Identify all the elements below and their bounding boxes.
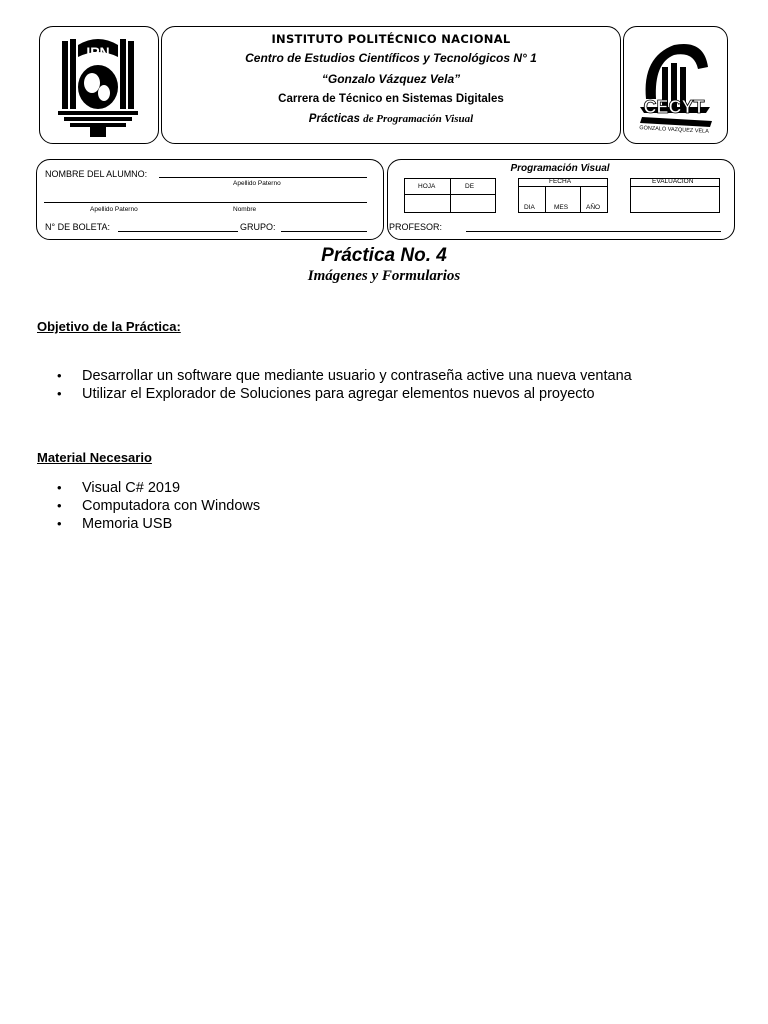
ipn-logo-letters: IPN	[86, 44, 110, 60]
profesor-label: PROFESOR:	[389, 222, 443, 232]
cecyt-logo-caption: GONZALO VAZQUEZ VELA	[639, 125, 709, 135]
apellido-paterno-caption-1: Apellido Paterno	[233, 180, 281, 187]
practice-subtitle: Imágenes y Formularios	[307, 268, 461, 284]
practice-number: Práctica No. 4	[321, 245, 447, 266]
objective-list	[55, 367, 632, 403]
boleta-line[interactable]	[118, 221, 238, 232]
grupo-label: GRUPO:	[240, 222, 276, 232]
cecyt-logo-letters: CECYT	[643, 97, 705, 117]
institution-name: INSTITUTO POLITÉCNICO NACIONAL	[271, 32, 511, 46]
student-name-line[interactable]	[159, 168, 367, 178]
list-item: • Visual C# 2019	[55, 479, 260, 497]
cecyt-logo	[624, 27, 726, 142]
practices-subject-text: de Programación Visual	[363, 113, 474, 125]
hoja-divider	[450, 178, 451, 213]
mes-label: MES	[554, 204, 569, 211]
nombre-caption: Nombre	[233, 206, 257, 213]
de-label: DE	[465, 183, 475, 190]
list-item: • Computadora con Windows	[55, 497, 260, 515]
practices-subject	[162, 113, 620, 125]
fecha-div-1	[545, 186, 546, 213]
student-name-line-2[interactable]	[44, 193, 367, 203]
school-center: Centro de Estudios Científicos y Tecnológicos N° 1	[245, 51, 537, 65]
fecha-hline	[518, 186, 608, 187]
left-logo-frame	[39, 26, 159, 144]
practices-word: Prácticas	[308, 113, 360, 125]
ano-label: AÑO	[586, 204, 601, 211]
fecha-label: FECHA	[549, 178, 572, 185]
evaluacion-label: EVALUACION	[652, 178, 694, 185]
list-item: • Desarrollar un software que mediante usuario y contraseña active una nueva ventana	[55, 367, 632, 385]
hoja-label: HOJA	[418, 183, 436, 190]
career-name: Carrera de Técnico en Sistemas Digitales	[278, 93, 504, 105]
materials-heading: Material Necesario	[37, 450, 152, 465]
list-item: • Memoria USB	[55, 515, 260, 533]
fecha-div-2	[580, 186, 581, 213]
right-logo-frame	[623, 26, 728, 144]
hoja-hline	[404, 194, 496, 195]
materials-list	[55, 479, 260, 533]
student-name-label: NOMBRE DEL ALUMNO:	[45, 169, 148, 179]
objective-heading: Objetivo de la Práctica:	[37, 319, 181, 334]
boleta-label: N° DE BOLETA:	[45, 222, 110, 232]
apellido-paterno-caption-2: Apellido Paterno	[90, 206, 138, 213]
dia-label: DIA	[524, 204, 535, 211]
evaluacion-hline	[630, 186, 720, 187]
subject-title: Programación Visual	[510, 163, 610, 174]
grupo-line[interactable]	[281, 221, 367, 232]
profesor-line[interactable]	[466, 221, 721, 232]
list-item: • Utilizar el Explorador de Soluciones para agregar elementos nuevos al proyecto	[55, 385, 632, 403]
school-name: “Gonzalo Vázquez Vela”	[321, 72, 461, 86]
ipn-logo	[40, 27, 157, 142]
